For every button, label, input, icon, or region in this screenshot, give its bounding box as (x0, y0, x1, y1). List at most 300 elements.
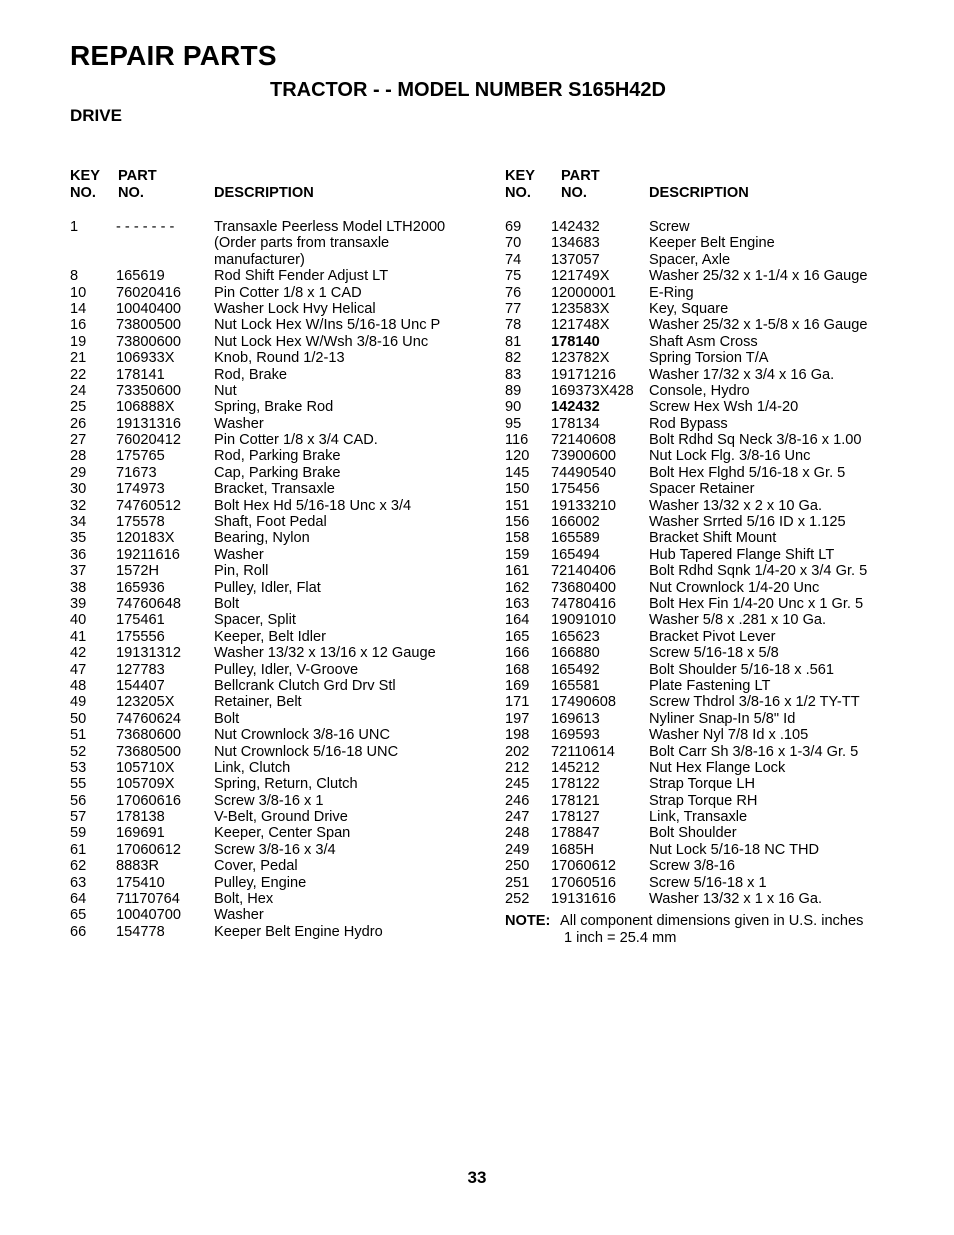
key-number: 76 (505, 284, 522, 301)
key-number: 28 (70, 448, 87, 465)
table-row (70, 350, 490, 366)
key-number: 245 (505, 776, 530, 793)
part-number: 165581 (551, 677, 600, 694)
part-number: 142432 (551, 219, 600, 235)
table-row (505, 875, 925, 891)
table-row (70, 809, 490, 825)
part-number: 166002 (551, 514, 600, 531)
table-row (70, 219, 490, 235)
part-description: Washer Srrted 5/16 ID x 1.125 (649, 514, 846, 531)
part-description: Washer 5/8 x .281 x 10 Ga. (649, 612, 827, 629)
part-description: Bolt Hex Hd 5/16-18 Unc x 3/4 (214, 497, 412, 514)
table-row (70, 301, 490, 317)
table-row (70, 645, 490, 661)
part-number: 17060612 (551, 858, 616, 875)
table-row (505, 858, 925, 874)
table-row (70, 891, 490, 907)
table-row (505, 334, 925, 350)
part-description: Key, Square (649, 300, 729, 317)
part-description: Pulley, Idler, Flat (214, 579, 321, 596)
key-number: 40 (70, 612, 87, 629)
key-number: 22 (70, 366, 87, 383)
key-number: 151 (505, 497, 530, 514)
part-description: Bolt, Hex (214, 891, 274, 908)
key-number: 78 (505, 317, 522, 334)
part-description: Transaxle Peerless Model LTH2000 (214, 219, 446, 235)
part-number: 72140406 (551, 563, 616, 580)
part-description: Screw 5/16-18 x 5/8 (649, 645, 779, 662)
part-number: 19211616 (116, 546, 180, 563)
key-number: 36 (70, 546, 87, 563)
part-number: 175461 (116, 612, 165, 629)
part-description: Pin Cotter 1/8 x 3/4 CAD. (214, 432, 378, 449)
part-number: 178141 (116, 366, 165, 383)
key-header-line1: KEY (505, 168, 536, 184)
part-number: 120183X (116, 530, 175, 547)
part-number: 142432 (551, 399, 600, 416)
key-number: 8 (70, 268, 79, 285)
key-number: 59 (70, 825, 87, 842)
table-row (70, 334, 490, 350)
key-number: 62 (70, 858, 87, 875)
key-number: 83 (505, 366, 522, 383)
part-header-line1: PART (118, 168, 157, 184)
part-description: Rod Bypass (649, 415, 728, 432)
part-number: 166880 (551, 645, 600, 662)
part-number: 73800500 (116, 317, 181, 334)
key-number: 50 (70, 710, 87, 727)
table-row (70, 580, 490, 596)
part-number: 106888X (116, 399, 175, 416)
table-row (70, 317, 490, 333)
table-header (70, 167, 490, 219)
part-number: 175410 (116, 874, 165, 891)
key-number: 39 (70, 595, 87, 612)
part-description: Washer 25/32 x 1-1/4 x 16 Gauge (649, 268, 868, 285)
table-row (70, 596, 490, 612)
part-number: 10040400 (116, 300, 181, 317)
part-description: Screw 3/8-16 (649, 858, 735, 875)
part-description: Nut Crownlock 1/4-20 Unc (649, 579, 820, 596)
table-body (505, 219, 925, 907)
part-number: 19133210 (551, 497, 616, 514)
table-row (70, 268, 490, 284)
part-number: 178121 (551, 792, 600, 809)
part-description: Plate Fastening LT (649, 677, 771, 694)
part-number: 76020416 (116, 284, 181, 301)
part-description: Spacer Retainer (649, 481, 755, 498)
part-number: 121749X (551, 268, 610, 285)
part-number: 74490540 (551, 464, 616, 481)
part-number: 105709X (116, 776, 175, 793)
part-description: Pin Cotter 1/8 x 1 CAD (214, 284, 362, 301)
table-row (505, 481, 925, 497)
key-number: 69 (505, 219, 522, 235)
part-number: 123583X (551, 300, 610, 317)
table-row (70, 563, 490, 579)
table-row (505, 367, 925, 383)
key-number: 145 (505, 464, 530, 481)
part-number: 165492 (551, 661, 600, 678)
part-description: Washer 25/32 x 1-5/8 x 16 Gauge (649, 317, 868, 334)
table-row (70, 465, 490, 481)
table-row (505, 285, 925, 301)
table-row (70, 727, 490, 743)
part-number: 1572H (116, 563, 160, 580)
table-row (505, 727, 925, 743)
part-number: 72110614 (551, 743, 615, 760)
part-description: Hub Tapered Flange Shift LT (649, 546, 835, 563)
part-description: Washer (214, 907, 264, 924)
part-description: Knob, Round 1/2-13 (214, 350, 345, 367)
key-number: 250 (505, 858, 530, 875)
part-description: Screw 5/16-18 x 1 (649, 874, 767, 891)
table-row (505, 514, 925, 530)
key-number: 35 (70, 530, 87, 547)
key-number: 74 (505, 251, 522, 268)
part-number: 72140608 (551, 432, 616, 449)
table-row (70, 711, 490, 727)
part-description: Cover, Pedal (214, 858, 298, 875)
table-row (70, 547, 490, 563)
part-number: 174973 (116, 481, 165, 498)
key-number: 52 (70, 743, 87, 760)
table-row (70, 235, 490, 251)
part-number: 169691 (116, 825, 165, 842)
table-row (505, 416, 925, 432)
part-description: Nyliner Snap-In 5/8" Id (649, 710, 796, 727)
part-description: Spacer, Axle (649, 251, 731, 268)
part-description: Bracket Shift Mount (649, 530, 777, 547)
table-row (505, 842, 925, 858)
table-body (70, 219, 490, 940)
key-header-line2: NO. (505, 185, 531, 201)
key-number: 156 (505, 514, 530, 531)
part-number: 105710X (116, 759, 175, 776)
part-description: Nut Crownlock 5/16-18 UNC (214, 743, 399, 760)
part-description: Strap Torque LH (649, 776, 756, 793)
key-header-line1: KEY (70, 168, 101, 184)
key-number: 198 (505, 727, 530, 744)
part-description: Rod, Brake (214, 366, 288, 383)
part-description: E-Ring (649, 284, 694, 301)
key-number: 41 (70, 628, 87, 645)
table-row (505, 498, 925, 514)
key-number: 82 (505, 350, 522, 367)
table-row (505, 776, 925, 792)
table-row (70, 924, 490, 940)
part-number: 19171216 (551, 366, 616, 383)
part-number: 137057 (551, 251, 600, 268)
table-row (505, 465, 925, 481)
key-number: 248 (505, 825, 530, 842)
part-description: Washer (214, 415, 264, 432)
model-subtitle: TRACTOR - - MODEL NUMBER S165H42D (270, 79, 666, 101)
part-description: Nut Lock 5/16-18 NC THD (649, 841, 820, 858)
table-row (505, 793, 925, 809)
part-number: 17060516 (551, 874, 616, 891)
key-number: 55 (70, 776, 87, 793)
table-row (70, 744, 490, 760)
parts-table-right (505, 167, 925, 946)
key-number: 57 (70, 809, 87, 826)
part-number: 169593 (551, 727, 600, 744)
part-description: Bolt (214, 595, 240, 612)
table-row (505, 711, 925, 727)
key-number: 159 (505, 546, 530, 563)
part-description: Retainer, Belt (214, 694, 302, 711)
part-description: Bolt Rdhd Sqnk 1/4-20 x 3/4 Gr. 5 (649, 563, 868, 580)
part-description: Spacer, Split (214, 612, 296, 629)
key-number: 166 (505, 645, 530, 662)
key-number: 162 (505, 579, 530, 596)
table-row (70, 858, 490, 874)
part-number: 106933X (116, 350, 175, 367)
page-number: 33 (467, 1168, 487, 1187)
key-number: 27 (70, 432, 87, 449)
table-row (70, 285, 490, 301)
key-number: 120 (505, 448, 530, 465)
part-number: 1685H (551, 841, 595, 858)
key-number: 64 (70, 891, 87, 908)
part-description: (Order parts from transaxle (214, 235, 390, 252)
part-number: 169373X428 (551, 382, 634, 399)
key-number: 95 (505, 415, 522, 432)
part-number: 73680400 (551, 579, 616, 596)
part-description: Rod Shift Fender Adjust LT (214, 268, 389, 285)
section-heading: DRIVE (70, 106, 122, 125)
part-description: Spring Torsion T/A (649, 350, 769, 367)
part-number: 17060612 (116, 841, 181, 858)
part-number: 76020412 (116, 432, 181, 449)
table-row (505, 596, 925, 612)
part-number: 178127 (551, 809, 600, 826)
part-description: Washer Lock Hvy Helical (214, 300, 376, 317)
part-number: 10040700 (116, 907, 181, 924)
part-number: 165623 (551, 628, 600, 645)
table-row (505, 317, 925, 333)
part-description: Washer 17/32 x 3/4 x 16 Ga. (649, 366, 835, 383)
table-row (70, 793, 490, 809)
key-number: 66 (70, 923, 87, 940)
key-number: 61 (70, 841, 87, 858)
table-row (70, 514, 490, 530)
table-row (70, 907, 490, 923)
key-number: 47 (70, 661, 87, 678)
table-header (505, 167, 925, 219)
key-number: 10 (70, 284, 87, 301)
key-number: 34 (70, 514, 87, 531)
table-row (70, 842, 490, 858)
key-number: 30 (70, 481, 87, 498)
part-description: V-Belt, Ground Drive (214, 809, 348, 826)
note-text: All component dimensions given in U.S. inches (560, 913, 864, 930)
part-description: Bellcrank Clutch Grd Drv Stl (214, 677, 396, 694)
key-number: 14 (70, 300, 87, 317)
part-number: 178847 (551, 825, 600, 842)
key-number: 24 (70, 382, 87, 399)
part-number: 175456 (551, 481, 600, 498)
key-number: 251 (505, 874, 530, 891)
part-number: 127783 (116, 661, 165, 678)
part-number: 19091010 (551, 612, 616, 629)
table-row (70, 432, 490, 448)
table-row (70, 481, 490, 497)
key-number: 158 (505, 530, 530, 547)
table-row (70, 498, 490, 514)
part-number: 19131316 (116, 415, 181, 432)
part-description: Nut (214, 382, 237, 399)
part-number: 121748X (551, 317, 610, 334)
part-description: Pulley, Idler, V-Groove (214, 661, 359, 678)
table-row (70, 825, 490, 841)
table-row (505, 235, 925, 251)
part-description: Keeper Belt Engine Hydro (214, 923, 383, 940)
key-number: 49 (70, 694, 87, 711)
table-row (70, 760, 490, 776)
part-number: 19131312 (116, 645, 181, 662)
part-description: Keeper Belt Engine (649, 235, 775, 252)
part-description: Shaft, Foot Pedal (214, 514, 327, 531)
key-number: 163 (505, 595, 530, 612)
part-number: 73680600 (116, 727, 181, 744)
table-row (505, 268, 925, 284)
part-header-line2: NO. (561, 185, 587, 201)
key-number: 70 (505, 235, 522, 252)
key-number: 38 (70, 579, 87, 596)
key-header-line2: NO. (70, 185, 96, 201)
key-number: 164 (505, 612, 530, 629)
table-row (70, 416, 490, 432)
part-description: Bracket, Transaxle (214, 481, 335, 498)
part-description: Nut Hex Flange Lock (649, 759, 786, 776)
key-number: 171 (505, 694, 530, 711)
key-number: 51 (70, 727, 87, 744)
table-row (70, 448, 490, 464)
key-number: 53 (70, 759, 87, 776)
table-row (505, 301, 925, 317)
key-number: 77 (505, 300, 522, 317)
table-row (505, 530, 925, 546)
key-number: 212 (505, 759, 530, 776)
part-number: 123205X (116, 694, 175, 711)
part-description: Spring, Return, Clutch (214, 776, 358, 793)
page-title: REPAIR PARTS (70, 40, 277, 71)
table-row (70, 367, 490, 383)
table-row (505, 580, 925, 596)
table-row (505, 629, 925, 645)
part-number: 169613 (551, 710, 600, 727)
part-description: Nut Lock Hex W/Ins 5/16-18 Unc P (214, 317, 441, 334)
description-header: DESCRIPTION (649, 185, 749, 201)
part-description: Screw (649, 219, 690, 235)
table-row (70, 612, 490, 628)
table-row (70, 662, 490, 678)
key-number: 168 (505, 661, 530, 678)
part-description: Bolt Shoulder (649, 825, 737, 842)
table-row (70, 399, 490, 415)
part-description: Link, Transaxle (649, 809, 748, 826)
part-number: 8883R (116, 858, 160, 875)
key-number: 116 (505, 432, 529, 449)
part-description: Washer 13/32 x 2 x 10 Ga. (649, 497, 823, 514)
table-row (70, 776, 490, 792)
part-description: Nut Crownlock 3/8-16 UNC (214, 727, 390, 744)
key-number: 246 (505, 792, 530, 809)
table-row (505, 825, 925, 841)
table-row (505, 809, 925, 825)
part-number: 74760624 (116, 710, 181, 727)
part-header-line2: NO. (118, 185, 144, 201)
part-number: 17490608 (551, 694, 616, 711)
part-description: Strap Torque RH (649, 792, 758, 809)
part-description: Washer 13/32 x 13/16 x 12 Gauge (214, 645, 436, 662)
table-row (70, 530, 490, 546)
key-number: 202 (505, 743, 530, 760)
part-description: Shaft Asm Cross (649, 333, 758, 350)
part-number: 74760512 (116, 497, 181, 514)
part-description: Bolt Carr Sh 3/8-16 x 1-3/4 Gr. 5 (649, 743, 859, 760)
key-number: 29 (70, 464, 87, 481)
part-number: 12000001 (551, 284, 616, 301)
table-row (505, 891, 925, 907)
part-number: 73680500 (116, 743, 181, 760)
part-number: 175556 (116, 628, 165, 645)
part-number: 73800600 (116, 333, 181, 350)
key-number: 150 (505, 481, 530, 498)
part-description: Nut Lock Hex W/Wsh 3/8-16 Unc (214, 333, 429, 350)
table-row (70, 252, 490, 268)
part-description: manufacturer) (214, 251, 305, 268)
part-number: 165619 (116, 268, 165, 285)
key-number: 56 (70, 792, 87, 809)
part-number: 178134 (551, 415, 600, 432)
part-description: Bracket Pivot Lever (649, 628, 776, 645)
part-description: Pin, Roll (214, 563, 269, 580)
table-row (505, 612, 925, 628)
part-description: Spring, Brake Rod (214, 399, 334, 416)
part-number: 134683 (551, 235, 600, 252)
part-description: Link, Clutch (214, 759, 291, 776)
key-number: 197 (505, 710, 530, 727)
part-number: 175765 (116, 448, 165, 465)
table-row (70, 875, 490, 891)
key-number: 42 (70, 645, 87, 662)
key-number: 161 (505, 563, 530, 580)
key-number: 169 (505, 677, 530, 694)
part-number: 73900600 (551, 448, 616, 465)
key-number: 65 (70, 907, 87, 924)
part-number: 165936 (116, 579, 165, 596)
key-number: 32 (70, 497, 87, 514)
key-number: 19 (70, 333, 87, 350)
table-row (505, 678, 925, 694)
key-number: 25 (70, 399, 87, 416)
part-number: 123782X (551, 350, 610, 367)
part-number: 154407 (116, 677, 165, 694)
part-number: 154778 (116, 923, 165, 940)
part-number: 178140 (551, 333, 600, 350)
table-row (505, 563, 925, 579)
part-description: Screw Hex Wsh 1/4-20 (649, 399, 799, 416)
key-number: 63 (70, 874, 87, 891)
part-description: Pulley, Engine (214, 874, 307, 891)
part-number: 165589 (551, 530, 600, 547)
part-number: 73350600 (116, 382, 181, 399)
table-row (505, 350, 925, 366)
key-number: 37 (70, 563, 87, 580)
part-description: Washer (214, 546, 264, 563)
